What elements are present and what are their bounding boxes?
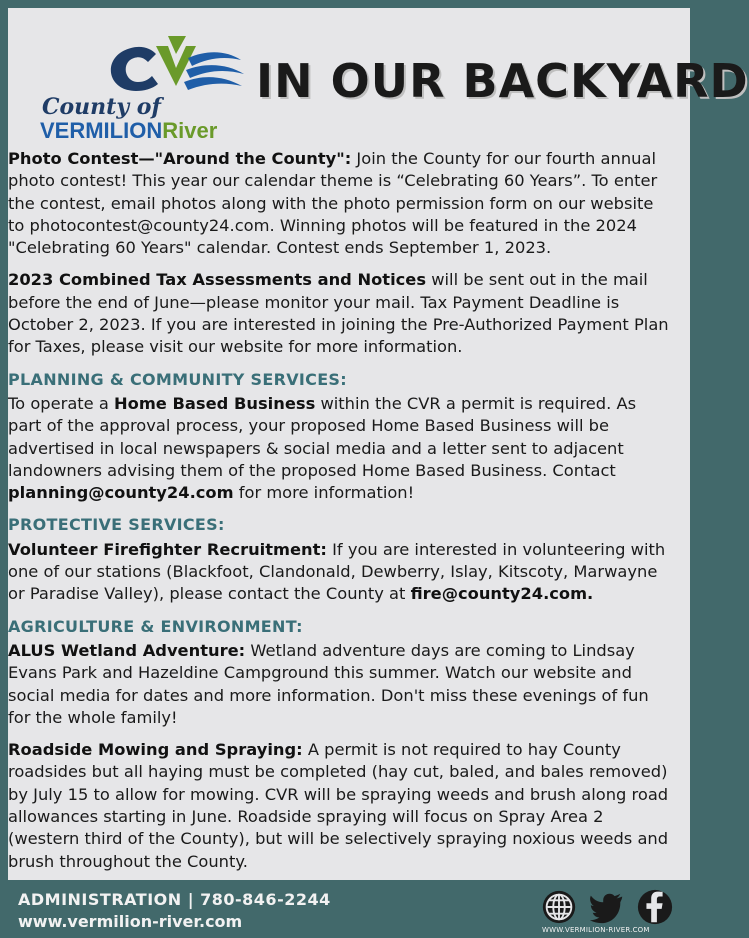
social-links	[536, 886, 686, 934]
planning-text-2: within the CVR a permit is required. As part of the approval process, your proposed Home Based Business will be advertised in local newspapers & social media and a letter sent to adjacent landowners advising them of the proposed Home Based Business. Contact	[8, 393, 637, 480]
county-logo[interactable]	[36, 36, 246, 146]
planning-email-link[interactable]: planning@county24.com	[8, 483, 234, 503]
home-based-business-term: Home Based Business	[114, 393, 316, 413]
logo-vermilion-text: VERMILION	[40, 118, 163, 143]
article-lead: 2023 Combined Tax Assessments and Notices	[8, 270, 427, 290]
article-body: Wetland adventure days are coming to Lindsay Evans Park and Hazeldine Campground this summer. Watch our website and social media for dates and more information. Don't miss these evenings of fun for the whole family!	[8, 640, 649, 727]
facebook-icon[interactable]	[636, 888, 674, 926]
article-lead: ALUS Wetland Adventure:	[8, 640, 246, 660]
article-body: will be sent out in the mail before the end of June—please monitor your mail. Tax Payment Deadline is October 2, 2023. If you are interested in joining the Pre-Authorized Payment Plan for Taxes, please visit our website for more information.	[8, 270, 669, 357]
planning-text-3: for more information!	[233, 483, 415, 503]
social-website-text: WWW.VERMILION-RIVER.COM	[542, 926, 650, 934]
firefighter-article	[8, 539, 674, 606]
tax-notice-article	[8, 269, 674, 358]
agriculture-heading: AGRICULTURE & ENVIRONMENT:	[8, 616, 303, 636]
planning-article	[8, 393, 674, 504]
mowing-article	[8, 739, 674, 873]
administration-phone[interactable]: ADMINISTRATION | 780-846-2244	[18, 890, 331, 909]
twitter-icon[interactable]	[588, 888, 626, 926]
logo-county-text: County of	[42, 94, 161, 120]
article-lead: Volunteer Firefighter Recruitment:	[8, 539, 327, 559]
page-title: IN OUR BACKYARD	[256, 54, 749, 108]
alus-article	[8, 640, 674, 729]
header	[8, 8, 749, 153]
logo-river-text: River	[162, 118, 218, 143]
newsletter-content	[8, 148, 674, 883]
fire-email-link[interactable]: fire@county24.com.	[410, 584, 594, 604]
logo-vermilion-river-text	[40, 118, 217, 144]
globe-icon[interactable]	[540, 888, 578, 926]
article-lead: Roadside Mowing and Spraying:	[8, 740, 303, 760]
article-lead: Photo Contest—"Around the County":	[8, 149, 352, 168]
article-body: If you are interested in volunteering with one of our stations (Blackfoot, Clandonald, Dewberry, Islay, Kitscoty, Marwayne or Paradise Valley), please contact the County at	[8, 539, 666, 604]
planning-text-1: To operate a	[8, 393, 115, 413]
protective-heading: PROTECTIVE SERVICES:	[8, 515, 225, 535]
photo-contest-article	[8, 148, 674, 259]
article-body: A permit is not required to hay County roadsides but all haying must be completed (hay cut, baled, and bales removed) by July 15 to allow for mowing. CVR will be spraying weeds and brush along road allowances starting in June. Roadside spraying will focus on Spray Area 2 (western third of the County), but will be selectively spraying noxious weeds and brush throughout the County.	[8, 740, 669, 871]
planning-heading: PLANNING & COMMUNITY SERVICES:	[8, 369, 347, 389]
article-body: Join the County for our fourth annual photo contest! This year our calendar theme is “Celebrating 60 Years”. To enter the contest, email photos along with the photo permission form on our website to photocontest@county24.com. Winning photos will be featured in the 2024 "Celebrating 60 Years" calendar. Contest ends September 1, 2023.	[8, 149, 658, 258]
website-link[interactable]: www.vermilion-river.com	[18, 912, 243, 931]
